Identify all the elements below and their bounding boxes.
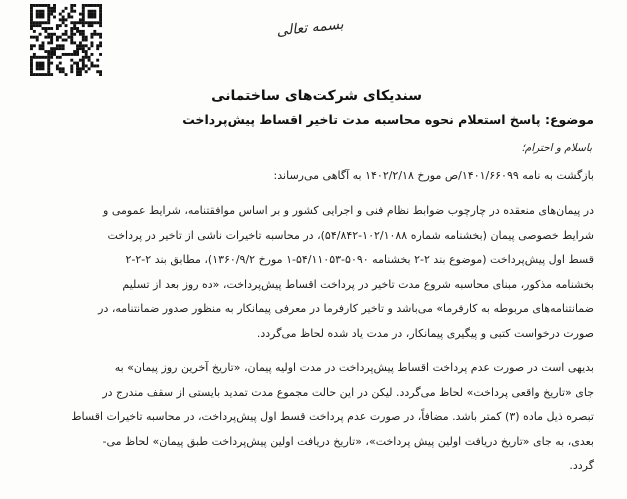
- paragraph-line: شرایط خصوصی پیمان (بخشنامه شماره ۱۰۲/۱۰۸۸-۵۴/۸۴۲)، در محاسبه تاخیرات ناشی از تاخیر در پرداخت: [107, 228, 594, 242]
- paragraph-line: صورت درخواست کتبی و پیگیری پیمانکار، در مدت یاد شده لحاظ می‌گردد.: [256, 326, 594, 340]
- paragraph-line: بدیهی است در صورت عدم پرداخت اقساط پیش‌پرداخت در مدت اولیه پیمان، «تاریخ آخرین روز پیمان» به: [114, 361, 594, 374]
- paragraph-line: جای «تاریخ واقعی پرداخت» لحاظ می‌گردد. لیکن در این حالت مجموع مدت تمدید بایستی از سقف مندرج در: [102, 385, 594, 399]
- subject-line: موضوع: پاسخ استعلام نحوه محاسبه مدت تاخیر اقساط پیش‌پرداخت: [182, 112, 594, 127]
- paragraph-2: [36, 356, 594, 479]
- paragraph-line: ضمانتنامه‌های مربوطه به کارفرما» می‌باشد و تاخیر کارفرما در معرفی پیمانکار به منظور صدور ضمانتنامه، در: [98, 302, 594, 315]
- paragraph-line: بخشنامه مذکور، مبنای محاسبه شروع مدت تاخیر در پرداخت اقساط پیش‌پرداخت، «ده روز بعد از تسلیم: [122, 277, 594, 291]
- paragraph-line: بعدی، به جای «تاریخ دریافت اولین پیش پرداخت»، «تاریخ دریافت اولین پیش‌پرداخت طبق پیمان» لحاظ می-: [102, 434, 594, 448]
- reference-line: بازگشت به نامه ۱۴۰۱/۶۶۰۹۹/ص مورخ ۱۴۰۲/۲/۱۸ به آگاهی می‌رساند:: [273, 169, 594, 182]
- bismillah-heading: بسمه تعالی: [275, 16, 345, 40]
- greeting: باسلام و احترام؛: [521, 142, 592, 154]
- recipient-title: سندیکای شرکت‌های ساختمانی: [211, 88, 422, 104]
- paragraph-line: گردد.: [569, 459, 594, 472]
- paragraph-1: [36, 199, 594, 346]
- paragraph-line: قسط اول پیش‌پرداخت (موضوع بند ۲-۲ بخشنامه ۵۰۹۰-۵۴/۱۱۰۵۳-۱ مورخ ۱۳۶۰/۹/۲)، مطابق بند ۲-۲-۲: [125, 253, 594, 266]
- paragraph-line: تبصره ذیل ماده (۳) کمتر باشد. مضافاً، در صورت عدم پرداخت قسط اول پیش‌پرداخت، در محاسبه تاخیرات اقساط: [71, 410, 594, 423]
- qr-code-icon: [30, 4, 102, 76]
- paragraph-line: در پیمان‌های منعقده در چارچوب ضوابط نظام فنی و اجرایی کشور و بر اساس موافقتنامه، شرایط عمومی و: [103, 204, 594, 217]
